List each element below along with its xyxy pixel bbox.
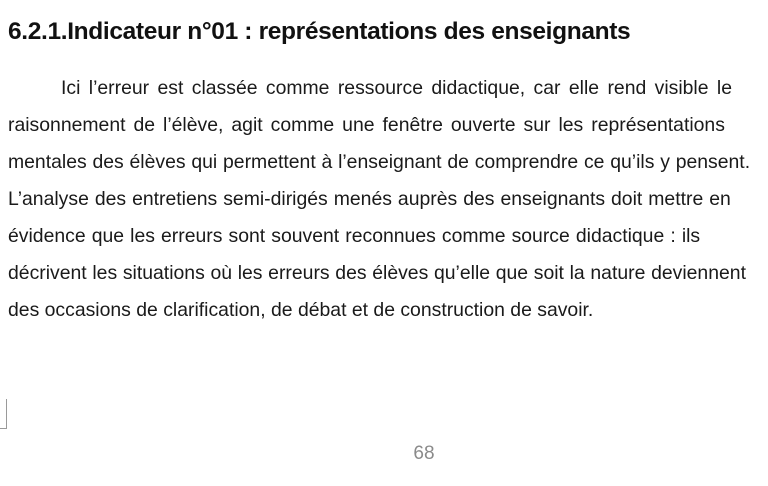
page-number: 68 [413, 443, 435, 464]
paragraph-line: Ici l’erreur est classée comme ressource didactique, car elle rend visible le [61, 77, 733, 99]
paragraph-line: décrivent les situations où les erreurs des élèves qu’elle que soit la nature deviennent [8, 262, 746, 284]
paragraph-line: raisonnement de l’élève, agit comme une fenêtre ouverte sur les représentations [8, 114, 725, 136]
body-paragraph [8, 70, 768, 329]
paragraph-line: mentales des élèves qui permettent à l’enseignant de comprendre ce qu’ils y pensent. [8, 151, 751, 173]
paragraph-line: L’analyse des entretiens semi-dirigés menés auprès des enseignants doit mettre en [8, 188, 731, 210]
section-heading: 6.2.1.Indicateur n°01 : représentations des enseignants [8, 18, 631, 45]
paragraph-line: des occasions de clarification, de débat et de construction de savoir. [8, 299, 594, 321]
paragraph-line: évidence que les erreurs sont souvent reconnues comme source didactique : ils [8, 225, 701, 247]
page-margin-marker [0, 399, 7, 429]
